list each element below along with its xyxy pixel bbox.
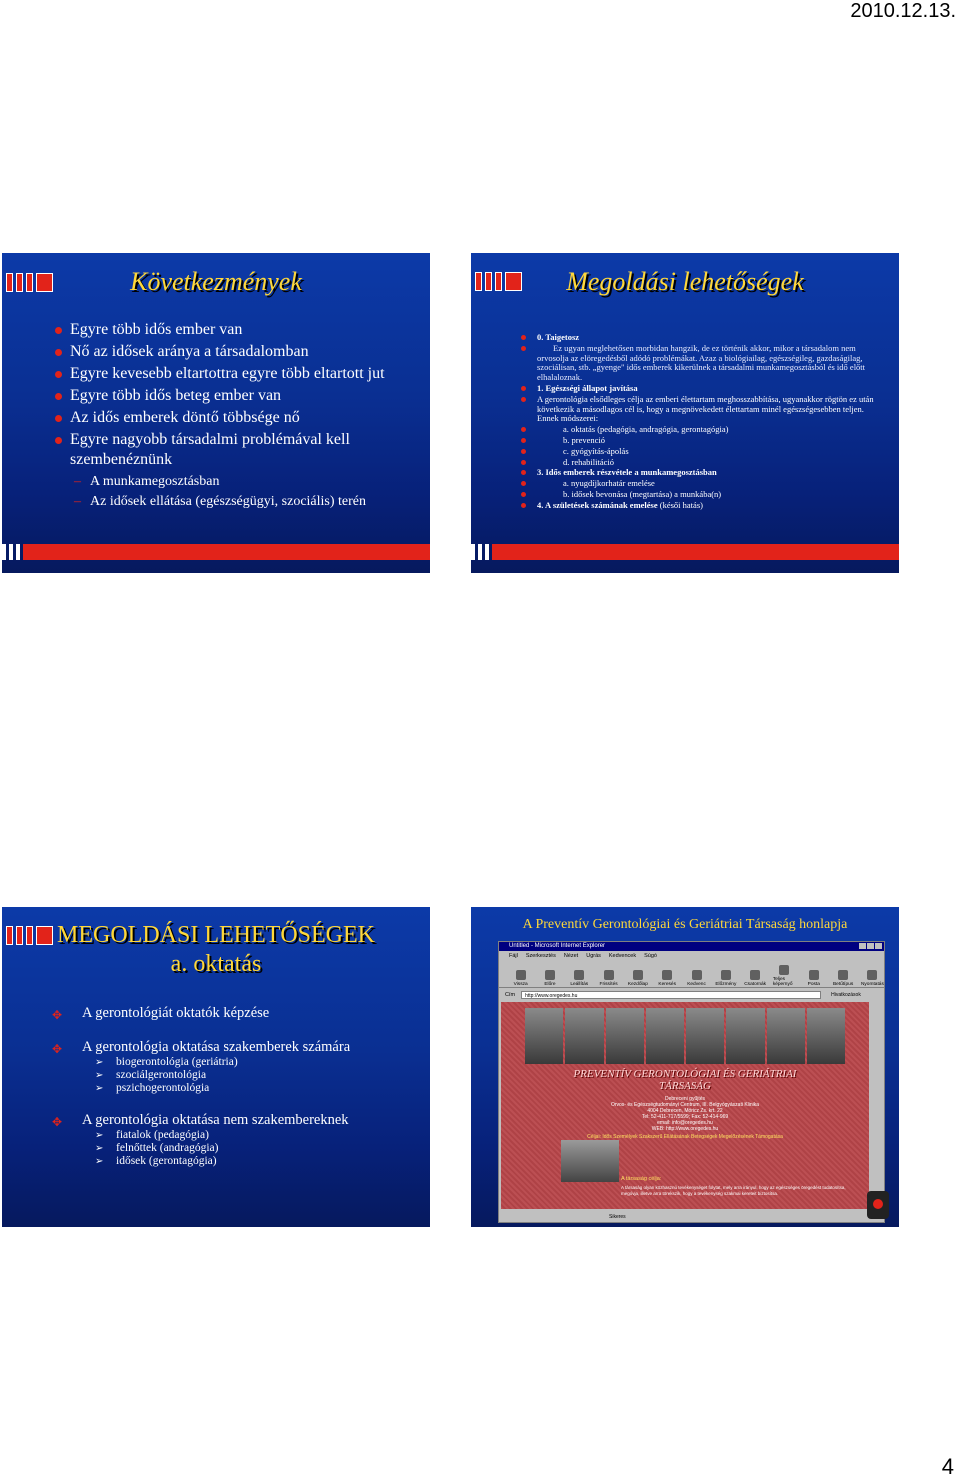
webpage-contact: Debreceni gyűjtés Orvos- és Egészségtudományi Centrum, III. Belgyógyászati Klinika 4004 Debrecen, Móricz Zs. krt. 22 Tel: 52-411-717/5599; Fax: 52-414-969 email: info@oregedes.hu WEB: http://www.oregedes.hu — [610, 1096, 760, 1132]
browser-screenshot — [498, 941, 885, 1223]
slide-title: Következmények — [130, 267, 302, 296]
list-item: Egyre kevesebb eltartottra egyre több eltartott jut — [52, 364, 412, 384]
home-icon — [633, 970, 643, 980]
sub-list-item: ➢ biogerontológia (geriátria) — [95, 1056, 238, 1068]
list-item: d. rehabilitáció — [521, 458, 881, 468]
slide-title: Megoldási lehetőségek — [566, 267, 804, 296]
history-icon — [721, 970, 731, 980]
header-photos — [525, 1008, 845, 1064]
bullet-dot-icon — [55, 415, 62, 422]
mail-icon — [809, 970, 819, 980]
back-icon — [516, 970, 526, 980]
arrow-bullet-icon: ➢ — [95, 1156, 104, 1167]
list-item: Egyre több idős beteg ember van — [52, 386, 412, 406]
ie-logo-icon — [867, 1191, 889, 1219]
font-icon — [838, 970, 848, 980]
webpage-content — [501, 1002, 869, 1209]
webpage-link: Céljai: Idős Személyek Szakszerű Ellátásának Betegségek Megelőzésének Támogatása — [587, 1134, 783, 1140]
forward-icon — [545, 970, 555, 980]
refresh-icon — [604, 970, 614, 980]
bullet-dot-icon — [521, 470, 526, 475]
arrow-bullet-icon: ➢ — [95, 1083, 104, 1094]
browser-menubar: Fájl Szerkesztés Nézet Ugrás Kedvencek Súgó — [509, 953, 657, 959]
bullet-dot-icon — [55, 327, 62, 334]
bullet-list — [52, 1004, 422, 1168]
page-number: 4 — [941, 1454, 954, 1479]
arrow-bullet-icon: ➢ — [95, 1057, 104, 1068]
diamond-bullet-icon: ✥ — [52, 1042, 63, 1056]
favorites-icon — [692, 970, 702, 980]
list-item: ✥ A gerontológiát oktatók képzése — [52, 1005, 270, 1022]
list-item: Az idős emberek döntő többsége nő — [52, 408, 412, 428]
stop-icon — [574, 970, 584, 980]
browser-toolbar: Vissza Előre Leállítás Frissítés Kezdőlap Keresés Kedvenc Előzmény Csatornák Teljes képernyő Posta Betűtípus Nyomtatás — [499, 961, 884, 988]
list-item: 4. A születések számának emelése (késői hatás) — [521, 501, 881, 511]
webpage-photo — [561, 1140, 619, 1182]
bullet-dot-icon — [521, 503, 526, 508]
bullet-dot-icon — [55, 437, 62, 444]
sub-list-item: – A munkamegosztásban — [74, 474, 220, 489]
arrow-bullet-icon: ➢ — [95, 1130, 104, 1141]
minimize-icon — [859, 943, 866, 949]
webpage-subheading: A társaság célja: — [621, 1176, 662, 1182]
slide-subtitle: a. oktatás — [170, 951, 262, 977]
browser-titlebar: Untitled - Microsoft Internet Explorer — [499, 942, 884, 951]
list-item: ✥ A gerontológia oktatása nem szakembereknek — [52, 1112, 349, 1129]
bullet-dot-icon — [55, 349, 62, 356]
list-item: Ez ugyan meglehetősen morbidan hangzik, de ez történik akkor, mikor a társadalom nem orvosolja az elöregedésből adódó problémákat. Azaz a biológiailag, egészségileg, gazdaságilag, szociálisan, stb. „gyenge" idős emberek kikerülnek a társadalmi munkamegosztásból és idő előtt elhalaloznak. — [521, 344, 881, 383]
sub-list-item: ➢ felnőttek (andragógia) — [95, 1142, 219, 1154]
bullet-dot-icon — [521, 346, 526, 351]
slide-megoldasi-lehetosegek — [471, 253, 899, 573]
sub-list-item: ➢ idősek (gerontagógia) — [95, 1155, 217, 1167]
address-bar: Cím http://www.oregedes.hu Hivatkozások — [505, 991, 861, 999]
sub-list-item: – Az idősek ellátása (egészségügyi, szociális) terén — [74, 494, 367, 509]
sub-list-item: ➢ szociálgerontológia — [95, 1069, 207, 1081]
bullet-list — [521, 333, 881, 512]
list-item: 1. Egészségi állapot javítása — [521, 384, 881, 394]
fullscreen-icon — [779, 965, 789, 975]
diamond-bullet-icon: ✥ — [52, 1115, 63, 1129]
list-item: Egyre több idős ember van — [52, 320, 412, 340]
bullet-dot-icon — [55, 371, 62, 378]
maximize-icon — [867, 943, 874, 949]
slide-kovetkezmenyek — [2, 253, 430, 573]
slide-oktatas — [2, 907, 430, 1227]
arrow-bullet-icon: ➢ — [95, 1070, 104, 1081]
sub-list-item: ➢ pszichogerontológia — [95, 1082, 210, 1094]
list-item: c. gyógyítás-ápolás — [521, 447, 881, 457]
list-item: Egyre nagyobb társadalmi problémával kell szembenéznünk — [52, 430, 412, 470]
slide-caption: A Preventív Gerontológiai és Geriátriai Társaság honlapja — [522, 917, 848, 932]
list-item: Nő az idősek aránya a társadalomban — [52, 342, 412, 362]
bullet-dot-icon — [521, 397, 526, 402]
slide-title: MEGOLDÁSI LEHETŐSÉGEK — [57, 922, 375, 948]
channels-icon — [750, 970, 760, 980]
search-icon — [662, 970, 672, 980]
bullet-dot-icon — [521, 449, 526, 454]
address-input: http://www.oregedes.hu — [521, 991, 821, 999]
list-item: 3. Idős emberek részvétele a munkamegosztásban — [521, 468, 881, 478]
list-item: a. nyugdíjkorhatár emelése — [521, 479, 881, 489]
webpage-title: PREVENTÍV GERONTOLÓGIAI ÉS GERIÁTRIAI TÁRSASÁG — [573, 1068, 797, 1092]
list-item: b. idősek bevonása (megtartása) a munkába(n) — [521, 490, 881, 500]
sub-list-item: ➢ fiatalok (pedagógia) — [95, 1129, 209, 1141]
bullet-dot-icon — [521, 427, 526, 432]
print-date: 2010.12.13. — [850, 0, 956, 22]
bullet-dot-icon — [521, 386, 526, 391]
bullet-dot-icon — [55, 393, 62, 400]
slide-honlap — [471, 907, 899, 1227]
bullet-list — [52, 320, 412, 512]
list-item: ✥ A gerontológia oktatása szakemberek számára — [52, 1039, 351, 1056]
bullet-dot-icon — [521, 438, 526, 443]
list-item: a. oktatás (pedagógia, andragógia, gerontagógia) — [521, 425, 881, 435]
list-item: b. prevenció — [521, 436, 881, 446]
list-item: A gerontológia elsődleges célja az emberi élettartam meghosszabbítása, ugyanakkor rögtön ez után következik a másodlagos cél is, hogy a megnövekedett élettartam minél egészségesebben teljen. Ennek módszerei: — [521, 395, 881, 424]
bullet-dot-icon — [521, 460, 526, 465]
red-bottom-bar-decoration — [2, 544, 430, 560]
browser-statusbar: Sikeres — [499, 1212, 884, 1222]
close-icon — [875, 943, 882, 949]
bullet-dot-icon — [521, 492, 526, 497]
bullet-dot-icon — [521, 335, 526, 340]
webpage-body: A társaság olyan közhasznú tevékenységet folytat, mely arra irányul, hogy az egészséges öregedést tudatosítsa, megóvja, illetve arra törekszik, hogy a tevékenység szakmai kereteit biztosítsa. — [621, 1185, 846, 1196]
bullet-dot-icon — [521, 481, 526, 486]
red-bottom-bar-decoration — [471, 544, 899, 560]
list-item: 0. Taigetosz — [521, 333, 881, 343]
diamond-bullet-icon: ✥ — [52, 1008, 63, 1022]
arrow-bullet-icon: ➢ — [95, 1143, 104, 1154]
print-icon — [867, 970, 877, 980]
